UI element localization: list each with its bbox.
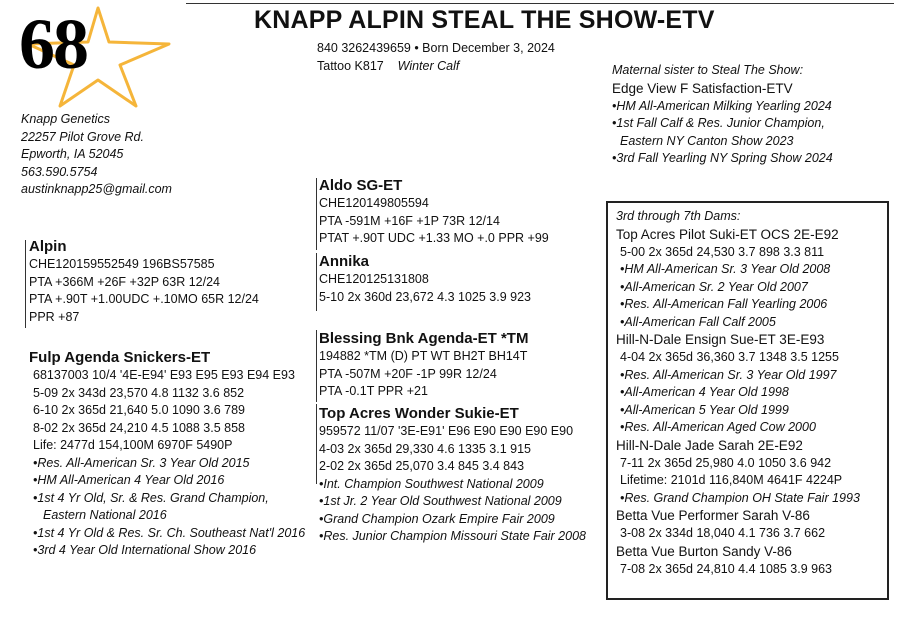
sire-sire-line: CHE120149805594: [319, 196, 429, 210]
dam-3-name: Top Acres Pilot Suki-ET OCS 2E-E92: [616, 226, 839, 242]
dam-dam-line: 4-03 2x 365d 29,330 4.6 1335 3.1 915: [319, 441, 531, 456]
award-line: •HM All-American 4 Year Old 2016: [33, 473, 225, 487]
dam-sire-line: 194882 *TM (D) PT WT BH2T BH14T: [319, 349, 528, 363]
award-line: •All-American 4 Year Old 1998: [620, 385, 789, 399]
dam-5-name: Hill-N-Dale Jade Sarah 2E-E92: [616, 437, 803, 453]
dams-box-heading: 3rd through 7th Dams:: [616, 209, 741, 223]
dam-dam-line: 2-02 2x 365d 25,070 3.4 845 3.4 843: [319, 459, 525, 473]
award-line: •1st Fall Calf & Res. Junior Champion,: [612, 116, 825, 130]
maternal-sister-block: [612, 62, 833, 168]
award-line: Eastern National 2016: [43, 508, 167, 522]
dam-dam-bracket: [316, 404, 317, 484]
animal-info: [317, 40, 555, 75]
dam-dam-block: [319, 405, 586, 546]
dam-records: [29, 367, 305, 560]
sire-dam-bracket: [316, 253, 317, 311]
award-line: •Res. All-American Sr. 3 Year Old 1997: [620, 367, 837, 382]
tattoo: Tattoo K817: [317, 58, 384, 73]
sire-sire-line: PTA -591M +16F +1P 73R 12/14: [319, 213, 500, 228]
sire-sire-name: Aldo SG-ET: [319, 177, 403, 194]
sire-block: [29, 238, 259, 326]
page-title: KNAPP ALPIN STEAL THE SHOW-ETV: [254, 6, 715, 34]
consignor-phone: 563.590.5754: [21, 164, 98, 179]
award-line: •Res. All-American Fall Yearling 2006: [620, 297, 828, 311]
dam-7-name: Betta Vue Burton Sandy V-86: [616, 543, 792, 559]
registration-birth: 840 3262439659 • Born December 3, 2024: [317, 41, 555, 55]
dam-sire-name: Blessing Bnk Agenda-ET *TM: [319, 330, 529, 347]
sire-bracket: [25, 240, 26, 328]
award-line: •1st 4 Yr Old, Sr. & Res. Grand Champion,: [33, 490, 269, 505]
dams-box: [606, 201, 889, 600]
sire-line: PTA +366M +26F +32P 63R 12/24: [29, 274, 220, 289]
sire-sire-line: PTAT +.90T UDC +1.33 MO +.0 PPR +99: [319, 231, 549, 245]
dam-line: 68137003 10/4 '4E-E94' E93 E95 E93 E94 E93: [33, 368, 295, 382]
dam-line: 5-09 2x 343d 23,570 4.8 1132 3.6 852: [33, 385, 245, 400]
award-line: •Res. All-American Sr. 3 Year Old 2015: [33, 455, 250, 470]
award-line: •Int. Champion Southwest National 2009: [319, 476, 544, 491]
consignor-name: Knapp Genetics: [21, 112, 110, 126]
consignor-block: [21, 111, 172, 199]
maternal-sister-heading: Maternal sister to Steal The Show:: [612, 63, 804, 77]
dam-6-record: 3-08 2x 334d 18,040 4.1 736 3.7 662: [620, 526, 826, 540]
dam-dam-line: 959572 11/07 '3E-E91' E96 E90 E90 E90 E90: [319, 424, 574, 438]
lot-number: 68: [19, 4, 87, 84]
dam-4-name: Hill-N-Dale Ensign Sue-ET 3E-E93: [616, 332, 825, 347]
award-line: •Res. Grand Champion OH State Fair 1993: [620, 490, 860, 505]
dam-7-record: 7-08 2x 365d 24,810 4.4 1085 3.9 963: [620, 561, 832, 576]
award-line: •All-American 5 Year Old 1999: [620, 402, 789, 417]
sire-dam-line: CHE120125131808: [319, 272, 429, 286]
award-line: •Grand Champion Ozark Empire Fair 2009: [319, 511, 555, 526]
award-line: •All-American Sr. 2 Year Old 2007: [620, 279, 808, 294]
consignor-city: Epworth, IA 52045: [21, 147, 124, 161]
dam-name: Fulp Agenda Snickers-ET: [29, 349, 211, 366]
dam-5-lifetime: Lifetime: 2101d 116,840M 4641F 4224P: [620, 473, 843, 487]
consignor-street: 22257 Pilot Grove Rd.: [21, 129, 144, 144]
sire-sire-bracket: [316, 178, 317, 250]
dam-3-record: 5-00 2x 365d 24,530 3.7 898 3.3 811: [620, 244, 825, 259]
sire-line: PTA +.90T +1.00UDC +.10MO 65R 12/24: [29, 292, 259, 306]
animal-class: Winter Calf: [397, 58, 460, 73]
dam-line: 8-02 2x 365d 24,210 4.5 1088 3.5 858: [33, 420, 245, 435]
award-line: Eastern NY Canton Show 2023: [620, 133, 794, 148]
dam-block: [29, 349, 305, 560]
sire-dam-block: [319, 253, 531, 306]
award-line: •Res. Junior Champion Missouri State Fair 2008: [319, 529, 586, 543]
sire-dam-name: Annika: [319, 253, 370, 270]
award-line: •1st 4 Yr Old & Res. Sr. Ch. Southeast Nat'l 2016: [33, 525, 306, 540]
award-line: •HM All-American Milking Yearling 2024: [612, 98, 832, 113]
award-line: •HM All-American Sr. 3 Year Old 2008: [620, 262, 831, 276]
dam-5-record: 7-11 2x 365d 25,980 4.0 1050 3.6 942: [620, 455, 832, 470]
dam-6-name: Betta Vue Performer Sarah V-86: [616, 508, 810, 523]
sire-name: Alpin: [29, 238, 67, 255]
tattoo-class: [317, 58, 555, 76]
dam-dam-name: Top Acres Wonder Sukie-ET: [319, 405, 519, 422]
dam-sire-line: PTA -0.1T PPR +21: [319, 384, 428, 398]
consignor-email: austinknapp25@gmail.com: [21, 182, 172, 196]
dam-4-record: 4-04 2x 365d 36,360 3.7 1348 3.5 1255: [620, 350, 839, 364]
sire-line: CHE120159552549 196BS57585: [29, 257, 215, 271]
maternal-sister-name: Edge View F Satisfaction-ETV: [612, 80, 793, 96]
award-line: •Res. All-American Aged Cow 2000: [620, 420, 816, 434]
award-line: •1st Jr. 2 Year Old Southwest National 2009: [319, 494, 562, 508]
dams-box-content: [616, 208, 860, 578]
dam-line: Life: 2477d 154,100M 6970F 5490P: [33, 438, 233, 452]
sire-dam-line: 5-10 2x 360d 23,672 4.3 1025 3.9 923: [319, 289, 531, 304]
award-line: •3rd 4 Year Old International Show 2016: [33, 543, 257, 557]
award-line: •All-American Fall Calf 2005: [620, 314, 776, 329]
sire-sire-block: [319, 177, 549, 248]
award-line: •3rd Fall Yearling NY Spring Show 2024: [612, 151, 833, 165]
sire-line: PPR +87: [29, 309, 80, 324]
dam-sire-bracket: [316, 330, 317, 402]
dam-line: 6-10 2x 365d 21,640 5.0 1090 3.6 789: [33, 403, 245, 417]
dam-sire-line: PTA -507M +20F -1P 99R 12/24: [319, 366, 497, 381]
dam-sire-block: [319, 330, 528, 401]
